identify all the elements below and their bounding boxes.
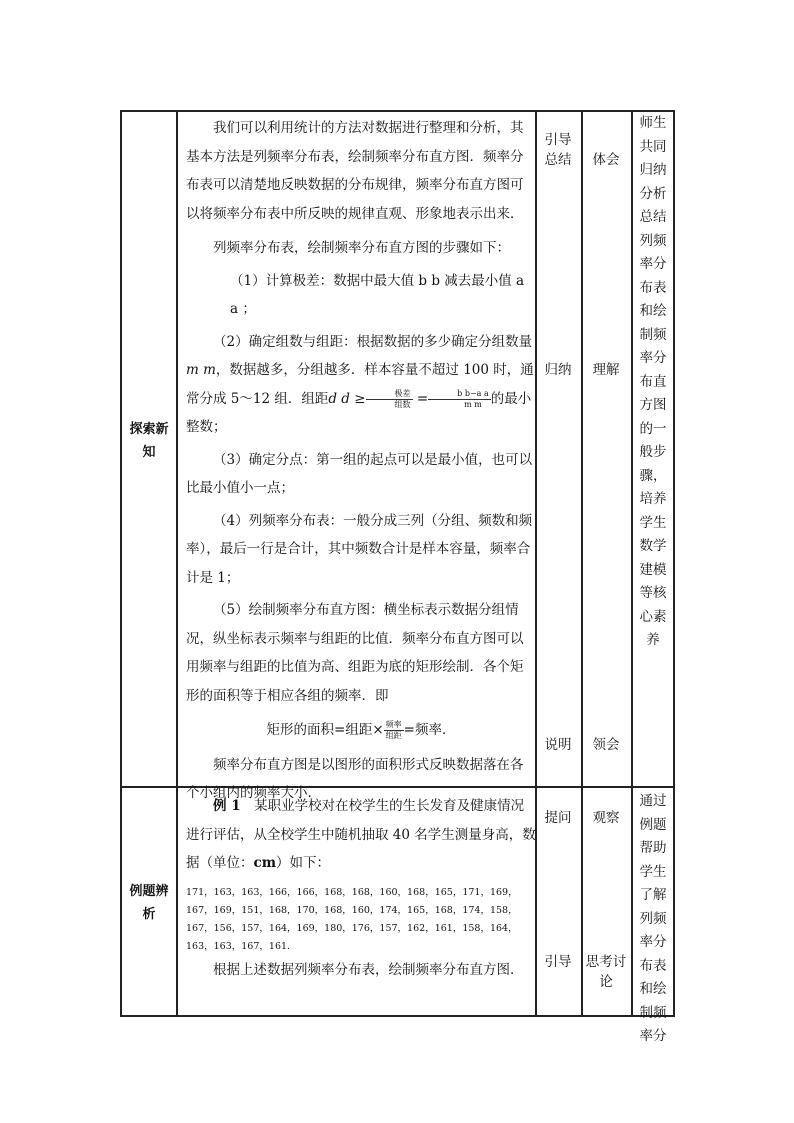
area-formula: 矩形的面积=组距× $\frac{\text{频率}}{\text{组距}}$ =频率． (266, 720, 456, 740)
teacher-activity-guide: 引导 (544, 954, 572, 970)
row-label-explore: 探索新知 (129, 422, 169, 460)
column-divider (581, 110, 583, 1016)
row-label-examples: 例题辨析 (129, 884, 169, 922)
design-intent-explore: 师生共同归纳分析总结列频率分布表和绘制频率分布直方图的一般步骤，培养学生数学建模等核心素养 (639, 115, 667, 648)
example-statement: 例 1 某职业学校对在校学生的生长发育及健康情况进行评估，从全校学生中随机抽取 40 名学生测量身高，数据（单位：cm）如下： (186, 798, 536, 871)
student-activity-understand: 理解 (592, 362, 620, 378)
teacher-activity-summarize: 引导总结 (544, 132, 572, 168)
step-1: （1）计算极差：数据中最大值 b b 减去最小值 a a ； (230, 272, 525, 317)
frequency-over-width-fraction: $\frac{\text{频率}}{\text{组距}}$ (385, 720, 402, 740)
teacher-activity-explain: 说明 (544, 737, 572, 753)
design-intent-examples: 通过例题帮助学生了解列频率分布表和绘制频率分 (639, 793, 667, 1044)
b-minus-a-over-m-fraction: $\frac{\text{b b−a a}}{\text{m m}}$ (428, 389, 491, 410)
step-5: （5）绘制频率分布直方图：横坐标表示数据分组情况，纵坐标表示频率与组距的比值．频率分布直方图可以用频率与组距的比值为高、组距为底的矩形绘制．各个矩形的面积等于相应各组的频率．即 (186, 602, 524, 704)
teacher-activity-induce: 归纳 (544, 362, 572, 378)
example-content (186, 792, 536, 984)
example-task: 根据上述数据列频率分布表，绘制频率分布直方图． (213, 961, 524, 978)
teacher-activity-ask: 提问 (544, 810, 572, 826)
intro-paragraph: 我们可以利用统计的方法对数据进行整理和分析，其基本方法是列频率分布表，绘制频率分布直方图．频率分布表可以清楚地反映数据的分布规律，频率分布直方图可以将频率分布表中所反映的规律直观、形象地表示出来． (186, 120, 524, 222)
column-divider (631, 110, 633, 1016)
lesson-table (120, 110, 675, 1044)
height-data: 171，163，163，166，166，168，168，160，168，165，171，169，167，169，151，168，170，168，160，174，165，168，174，158，167，156，157，164，169，180，176，157，162，161，158，164，163，163，167，161. (186, 886, 518, 952)
step-3: （3）确定分点：第一组的起点可以是最小值，也可以比最小值小一点； (186, 451, 533, 496)
table-border-bottom (120, 1015, 675, 1017)
step-4: （4）列频率分布表：一般分成三列（分组、频数和频率），最后一行是合计，其中频数合计是样本容量，频率合计是 1； (186, 512, 533, 586)
step-2: （2）确定组数与组距：根据数据的多少确定分组数量m m，数据越多，分组越多．样本容量不超过 100 时，通常分成 5～12 组．组距d d ≥ $\frac{\text{极差}}{\text{组数}}$ = $\frac{\text{b b−a a}}{\text{m m}}$ 的最小整数； (186, 333, 534, 435)
student-activity-experience: 体会 (592, 152, 620, 168)
conclusion-paragraph: 频率分布直方图是以图形的面积形式反映数据落在各个小组内的频率大小． (186, 756, 524, 801)
range-over-groups-fraction: $\frac{\text{极差}}{\text{组数}}$ (366, 389, 413, 410)
explore-content (186, 114, 536, 808)
student-activity-discuss: 思考讨论 (585, 954, 627, 990)
table-border-left (120, 110, 122, 1016)
steps-intro: 列频率分布表，绘制频率分布直方图的步骤如下： (213, 240, 510, 256)
student-activity-comprehend: 领会 (592, 737, 620, 753)
table-border-right (673, 110, 675, 1016)
column-divider (176, 110, 178, 1016)
student-activity-observe: 观察 (592, 810, 620, 826)
table-border-top (120, 110, 675, 112)
